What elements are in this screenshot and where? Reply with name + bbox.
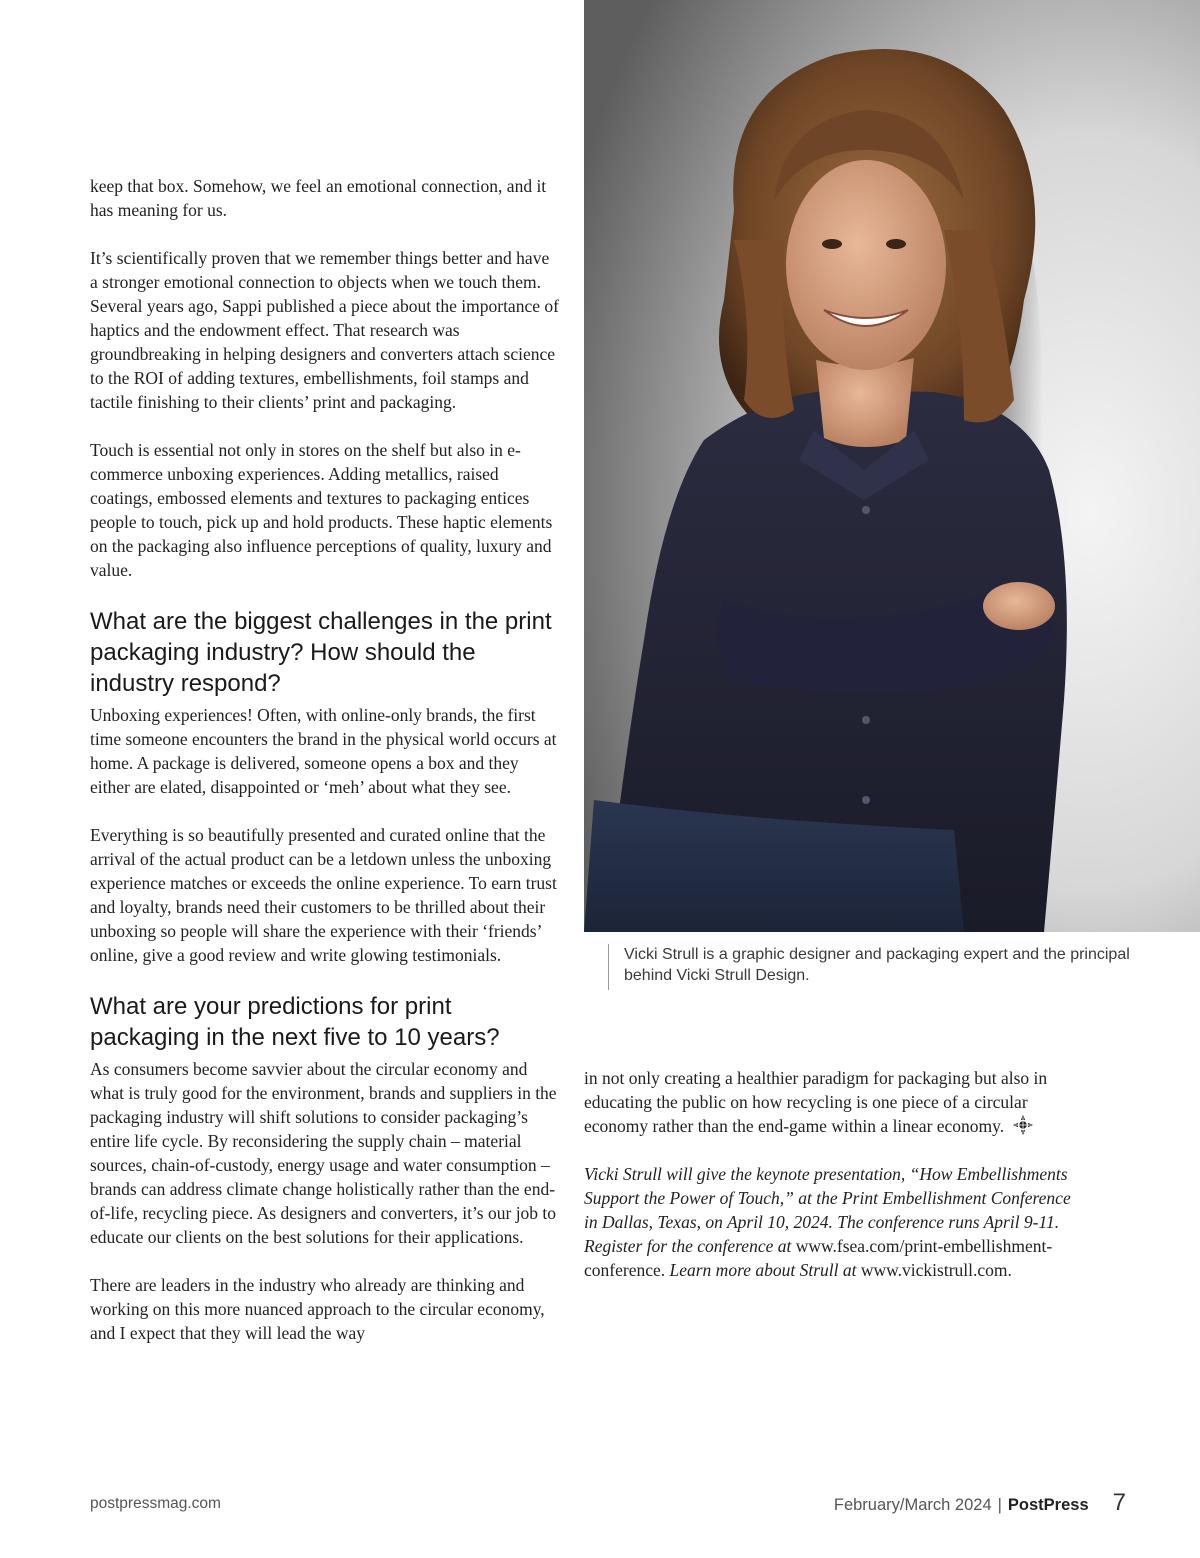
paragraph: It’s scientifically proven that we remember things better and have a stronger emotional connection to objects when we touch them. Several years ago, Sappi published a piece about the importance of haptics and the endowment effect. That research was groundbreaking in helping designers and converters attach science to the ROI of adding textures, embellishments, foil stamps and tactile finishing to their clients’ print and packaging. <box>90 248 559 412</box>
paragraph <box>584 1066 1084 1138</box>
conference-url: www.fsea.com/print-embellishment-conference. <box>584 1236 1053 1280</box>
paragraph: keep that box. Somehow, we feel an emotional connection, and it has meaning for us. <box>90 176 547 220</box>
paragraph: As consumers become savvier about the circular economy and what is truly good for the environment, brands and suppliers in the packaging industry will shift solutions to consider packaging’s entire life cycle. By reconsidering the supply chain – material sources, chain-of-custody, energy usage and water consumption – brands can address climate change holistically rather than the end-of-life, recycling piece. As designers and converters, it’s our job to educate our clients on the best solutions for their applications. <box>90 1059 557 1247</box>
portrait-illustration <box>584 0 1200 932</box>
footer-issue-info <box>834 1489 1126 1517</box>
author-bio <box>584 1162 1084 1282</box>
paragraph: Unboxing experiences! Often, with online-only brands, the first time someone encounters the brand in the physical world occurs at home. A package is delivered, someone opens a box and they either are elated, disappointed or ‘meh’ about what they see. <box>90 705 557 797</box>
paragraph: Everything is so beautifully presented and curated online that the arrival of the actual product can be a letdown unless the unboxing experience matches or exceeds the online experience. To earn trust and loyalty, brands need their customers to be thrilled about their unboxing so people will share the experience with their ‘friends’ online, give a good review and write glowing testimonials. <box>90 825 557 965</box>
portrait-photo <box>584 0 1200 932</box>
author-url: www.vickistrull.com. <box>860 1260 1012 1280</box>
footer-site: postpressmag.com <box>90 1495 221 1512</box>
section-heading: What are your predictions for print packaging in the next five to 10 years? <box>90 993 500 1051</box>
paragraph: Touch is essential not only in stores on the shelf but also in e-commerce unboxing experiences. Adding metallics, raised coatings, embossed elements and textures to packaging entices people to touch, pick up and hold products. These haptic elements on the packaging also influence perceptions of quality, luxury and value. <box>90 440 553 580</box>
magazine-brand: PostPress <box>1007 1496 1089 1514</box>
footer-separator: | <box>997 1496 1002 1514</box>
issue-date: February/March 2024 <box>833 1496 992 1514</box>
bio-text: Learn more about Strull at <box>665 1260 861 1280</box>
photo-caption: Vicki Strull is a graphic designer and packaging expert and the principal behind Vicki Strull Design. <box>608 944 1148 990</box>
left-column <box>90 174 560 1345</box>
page-number: 7 <box>1112 1489 1126 1516</box>
section-heading: What are the biggest challenges in the print packaging industry? How should the industry respond? <box>90 608 552 697</box>
paragraph-text: in not only creating a healthier paradigm for packaging but also in educating the public on how recycling is one piece of a circular economy rather than the end-game within a linear economy. <box>584 1068 1048 1136</box>
right-column <box>584 1066 1084 1282</box>
bio-text: Vicki Strull will give the keynote presentation, “How Embellishments Support the Power of Touch,” at the Print Embellishment Conference in Dallas, Texas, on April 10, 2024. The conference runs April 9-11. Register for the conference at <box>584 1164 1071 1256</box>
crosshair-diamond-icon <box>1012 1114 1034 1136</box>
paragraph: There are leaders in the industry who already are thinking and working on this more nuanced approach to the circular economy, and I expect that they will lead the way <box>90 1275 545 1343</box>
